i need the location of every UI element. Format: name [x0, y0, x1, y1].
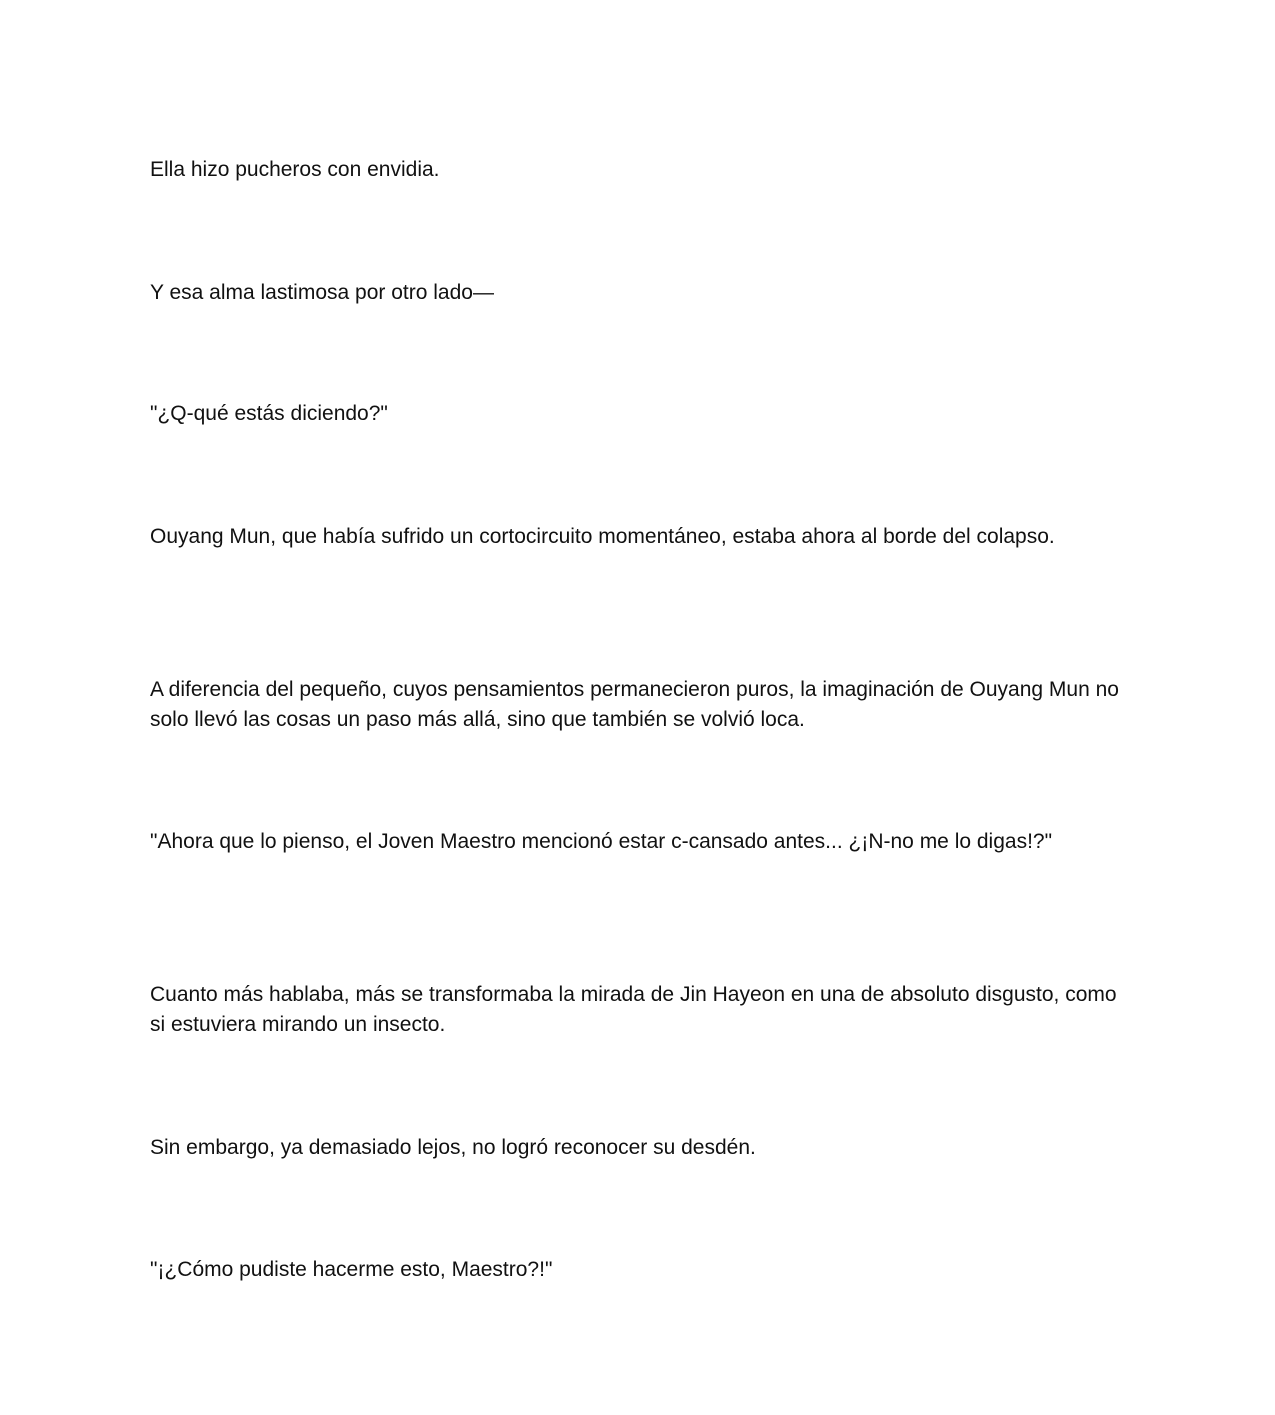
paragraph: Cuanto más hablaba, más se transformaba la mirada de Jin Hayeon en una de absoluto disgusto, como si estuviera mirando un insecto. [150, 983, 1117, 1036]
paragraph: Y esa alma lastimosa por otro lado— [150, 281, 494, 304]
paragraph: "Ahora que lo pienso, el Joven Maestro mencionó estar c-cansado antes... ¿¡N-no me lo digas!?" [150, 830, 1053, 853]
paragraph: Ouyang Mun, que había sufrido un cortocircuito momentáneo, estaba ahora al borde del colapso. [150, 525, 1055, 548]
paragraph: A diferencia del pequeño, cuyos pensamientos permanecieron puros, la imaginación de Ouyang Mun no solo llevó las cosas un paso más allá, sino que también se volvió loca. [150, 678, 1119, 731]
paragraph: "¡¿Cómo pudiste hacerme esto, Maestro?!" [150, 1258, 553, 1281]
paragraph: Sin embargo, ya demasiado lejos, no logró reconocer su desdén. [150, 1136, 756, 1159]
paragraph: Ella hizo pucheros con envidia. [150, 158, 440, 181]
paragraph: "¿Q-qué estás diciendo?" [150, 402, 388, 425]
